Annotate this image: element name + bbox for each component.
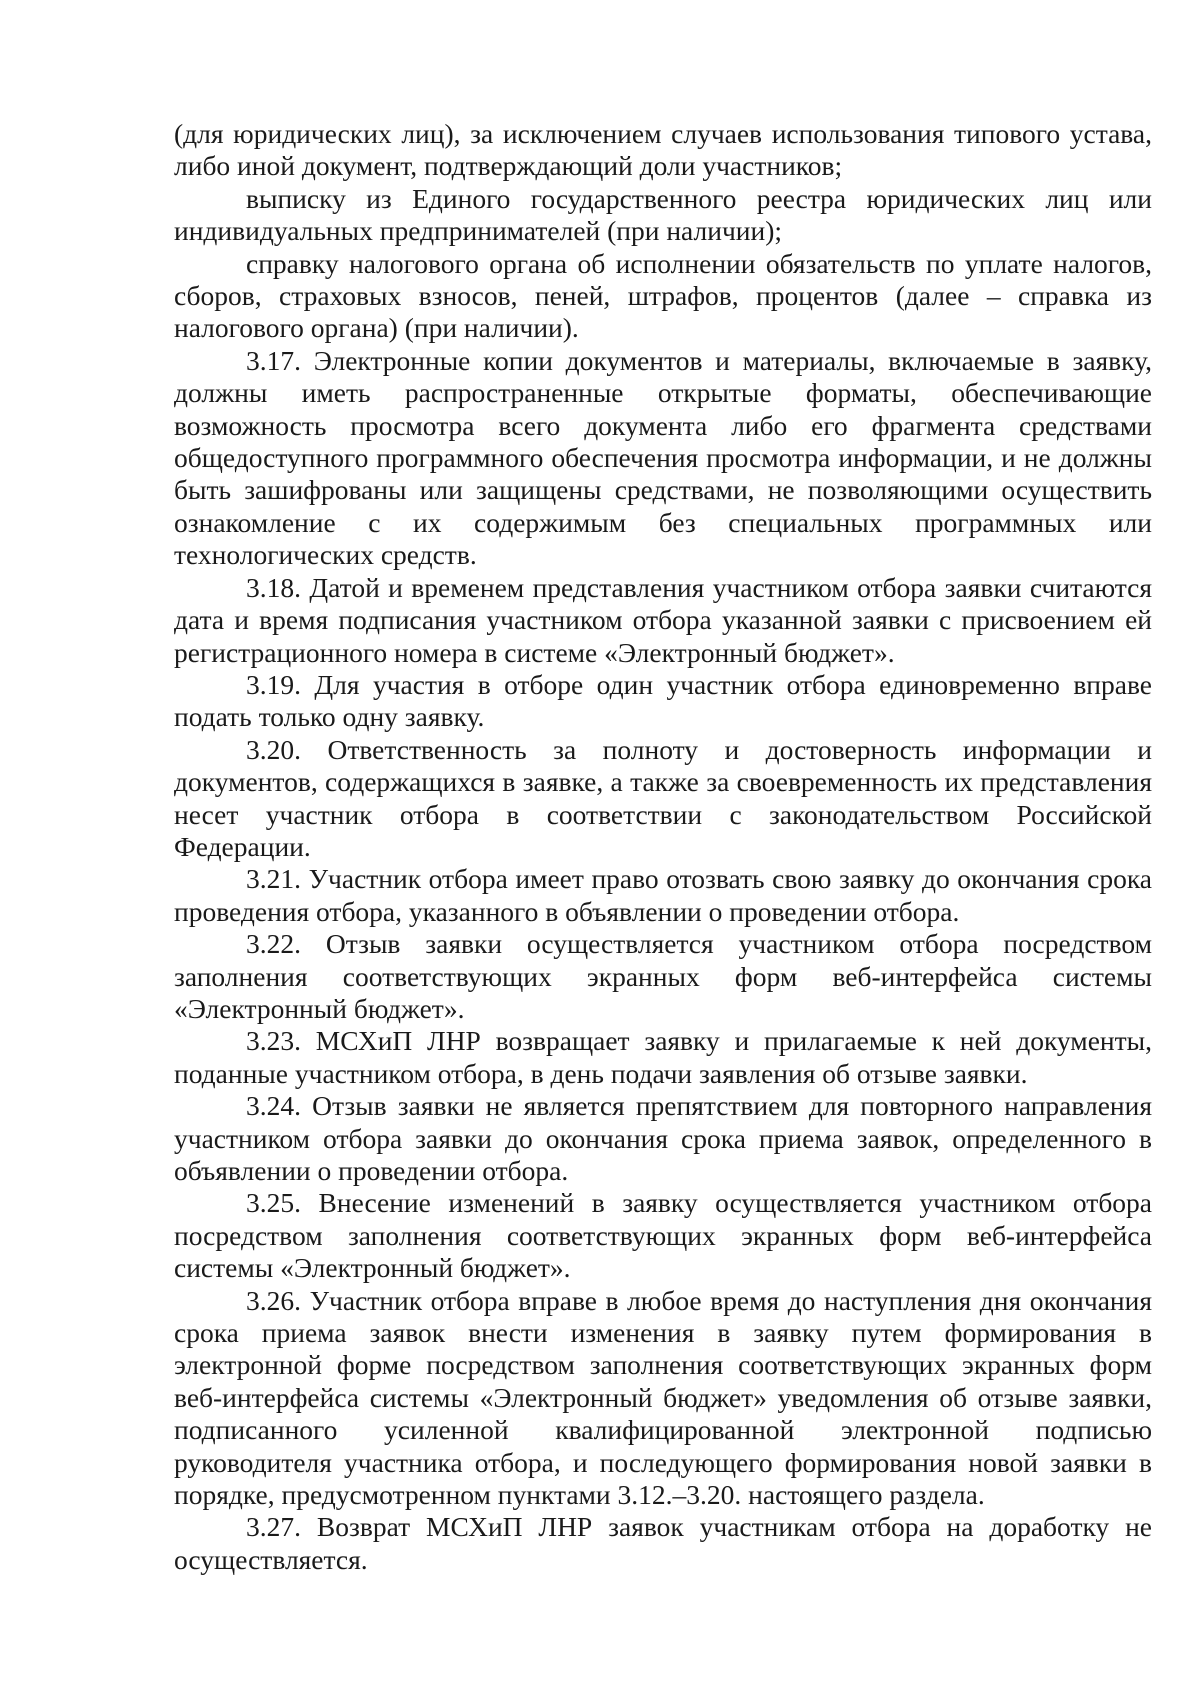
document-body: [174, 118, 1152, 1576]
clause-text: Датой и временем представления участником отбора заявки считаются дата и время подписания участником отбора указанной заявки с присвоением ей регистрационного номера в системе «Электронный бюджет».: [174, 571, 1152, 668]
clause-number: 3.20.: [246, 733, 301, 765]
clause-text: Отзыв заявки осуществляется участником отбора посредством заполнения соответствующих экранных форм веб-интерфейса системы «Электронный бюджет».: [174, 928, 1152, 1024]
clause-text: Возврат МСХиП ЛНР заявок участникам отбора на доработку не осуществляется.: [174, 1511, 1152, 1575]
clause-3-18: [174, 572, 1152, 669]
paragraph-text: (для юридических лиц), за исключением случаев использования типового устава, либо иной документ, подтверждающий доли участников;: [174, 118, 1152, 182]
clause-number: 3.19.: [246, 668, 301, 700]
clause-3-19: [174, 669, 1152, 734]
clause-text: Участник отбора вправе в любое время до наступления дня окончания срока приема заявок внести изменения в заявку путем формирования в электронной форме посредством заполнения соответствующих экранных форм веб-интерфейса системы «Электронный бюджет» уведомления об отзыве заявки, подписанного усиленной квалифицированной электронной подписью руководителя участника отбора, и последующего формирования новой заявки в порядке, предусмотренном пунктами 3.12.–3.20. настоящего раздела.: [174, 1284, 1153, 1511]
clause-3-25: [174, 1187, 1152, 1284]
clause-3-22: [174, 928, 1152, 1025]
clause-3-23: [174, 1025, 1152, 1090]
clause-3-21: [174, 863, 1152, 928]
clause-number: 3.17.: [246, 344, 301, 376]
clause-text: МСХиП ЛНР возвращает заявку и прилагаемые к ней документы, поданные участником отбора, в день подачи заявления об отзыве заявки.: [174, 1025, 1152, 1089]
clause-number: 3.21.: [246, 863, 301, 895]
clause-number: 3.27.: [246, 1511, 301, 1543]
clause-number: 3.18.: [246, 571, 301, 603]
clause-3-27: [174, 1511, 1152, 1576]
clause-text: Участник отбора имеет право отозвать свою заявку до окончания срока проведения отбора, указанного в объявлении о проведении отбора.: [174, 863, 1152, 927]
clause-text: Для участия в отборе один участник отбора единовременно вправе подать только одну заявку.: [174, 668, 1153, 733]
clause-text: Отзыв заявки не является препятствием для повторного направления участником отбора заявки до окончания срока приема заявок, определенного в объявлении о проведении отбора.: [174, 1090, 1153, 1186]
clause-number: 3.26.: [246, 1284, 301, 1316]
clause-number: 3.25.: [246, 1187, 301, 1219]
clause-3-17: [174, 345, 1152, 572]
clause-text: Внесение изменений в заявку осуществляется участником отбора посредством заполнения соответствующих экранных форм веб-интерфейса системы «Электронный бюджет».: [174, 1187, 1153, 1284]
clause-3-24: [174, 1090, 1152, 1187]
paragraph-intro: [174, 118, 1152, 183]
clause-3-26: [174, 1285, 1152, 1512]
clause-number: 3.23.: [246, 1025, 301, 1057]
clause-text: Ответственность за полноту и достоверность информации и документов, содержащихся в заявке, а также за своевременность их представления несет участник отбора в соответствии с законодательством Российской Федерации.: [174, 733, 1152, 862]
paragraph-tax-certificate: [174, 248, 1152, 345]
paragraph-text: справку налогового органа об исполнении обязательств по уплате налогов, сборов, страховых взносов, пеней, штрафов, процентов (далее – справка из налогового органа) (при наличии).: [174, 247, 1152, 344]
paragraph-egrul-extract: [174, 183, 1152, 248]
paragraph-text: выписку из Единого государственного реестра юридических лиц или индивидуальных предпринимателей (при наличии);: [174, 182, 1152, 247]
clause-3-20: [174, 734, 1152, 864]
clause-number: 3.22.: [246, 928, 301, 960]
clause-number: 3.24.: [246, 1090, 301, 1122]
clause-text: Электронные копии документов и материалы, включаемые в заявку, должны иметь распространенные открытые форматы, обеспечивающие возможность просмотра всего документа либо его фрагмента средствами общедоступного программного обеспечения просмотра информации, и не должны быть зашифрованы или защищены средствами, не позволяющими осуществить ознакомление с их содержимым без специальных программных или технологических средств.: [174, 344, 1152, 571]
